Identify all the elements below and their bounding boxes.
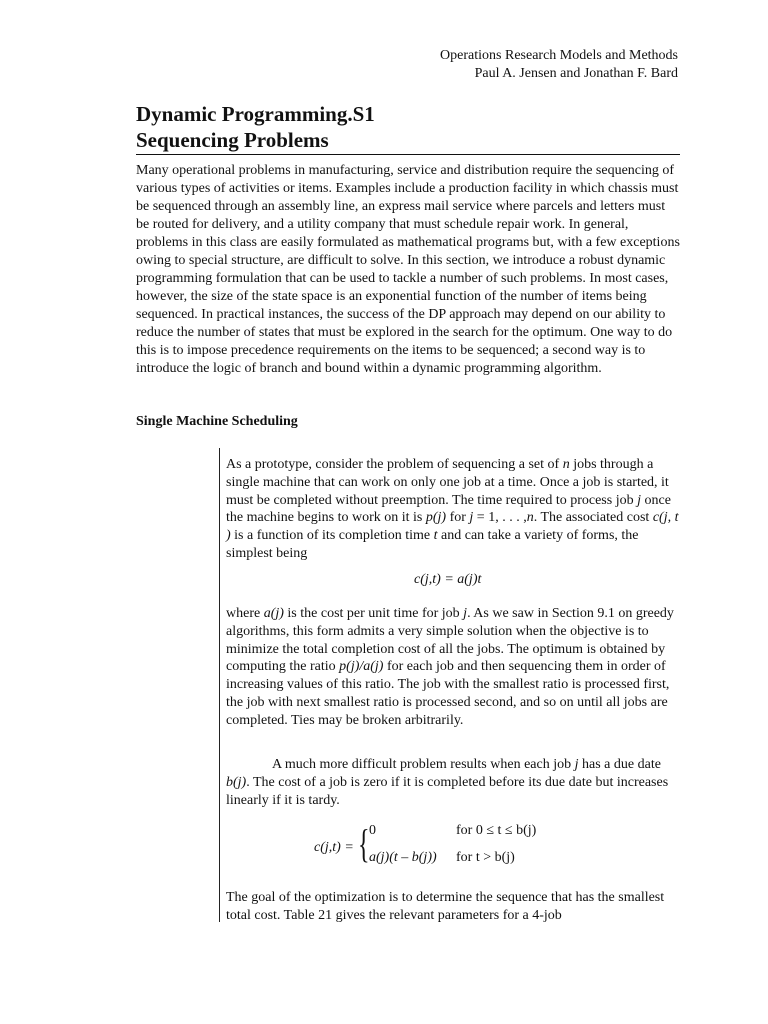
text: for (446, 510, 470, 526)
left-brace-icon: { (358, 821, 370, 866)
section-heading: Single Machine Scheduling (136, 414, 298, 429)
text: As a prototype, consider the problem of sequencing a set of (226, 457, 563, 472)
math-j: j (574, 757, 579, 772)
paragraph-goal: The goal of the optimization is to determine the sequence that has the smallest total cost. Table 21 gives the relevant parameters for a 4-job (226, 890, 665, 923)
math-bj: b(j) (226, 774, 247, 790)
header-authors: Paul A. Jensen and Jonathan F. Bard (474, 66, 678, 81)
title-line-2: Sequencing Problems (136, 128, 329, 152)
math-j: j (463, 606, 468, 621)
case1-condition: for 0 ≤ t ≤ b(j) (456, 823, 537, 838)
math-cjt: c(j, t ) (226, 510, 679, 544)
case1-value: 0 (369, 823, 376, 838)
paragraph-due-date (226, 756, 686, 809)
math-pj: p(j) (425, 510, 447, 526)
text: jobs through a single machine that can work on only one job at a time. Once a job is started, it must be completed without preemption. The time required to process job (226, 457, 669, 508)
paragraph-greedy (226, 605, 686, 730)
text: is a function of its completion time (230, 528, 434, 544)
paragraph-prototype (226, 456, 686, 563)
text: and can take a variety of forms, the simplest being (226, 528, 639, 561)
intro-paragraph: Many operational problems in manufacturing, service and distribution require the sequencing of various types of activities or items. Examples include a production facility in which chassis must be sequenced through an assembly line, an express mail service where parcels and letters must be routed for delivery, and a utility company that must schedule repair work. In general, problems in this class are easily formulated as mathematical programs but, with a few exceptions owing to special structure, are difficult to solve. In this section, we introduce a robust dynamic programming formulation that can be used to tackle a number of such problems. In most cases, however, the size of the state space is an exponential function of the number of items being sequenced. In practical instances, the success of the DP approach may depend on our ability to reduce the number of states that must be explored in the search for the optimum. One way to do this is to impose precedence requirements on the items to be sequenced; a second way is to introduce the logic of branch and bound within a dynamic programming algorithm. (136, 163, 680, 376)
math-j: j (469, 510, 474, 526)
running-header (440, 47, 678, 83)
text: . The cost of a job is zero if it is completed before its due date but increases linearly if it is tardy. (226, 774, 669, 808)
header-book-title: Operations Research Models and Methods (440, 48, 678, 63)
math-aj: a(j) (263, 606, 284, 621)
text: = 1, . . . , (473, 510, 527, 526)
equation-piecewise-cost (0, 823, 768, 873)
text: A much more difficult problem results when each job (272, 757, 575, 772)
text: is the cost per unit time for job (283, 606, 464, 621)
text: where (226, 606, 264, 621)
text: has a due date (578, 757, 661, 772)
math-j: j (637, 492, 641, 508)
math-ratio: p(j)/a(j) (339, 659, 384, 675)
page-title (136, 101, 680, 155)
text: for each job and then sequencing them in order of increasing values of this ratio. The job with the smallest ratio is processed first, the job with next smallest ratio is processed second, and so on until all jobs are completed. Ties may be broken arbitrarily. (226, 659, 670, 728)
math-n: n (562, 457, 570, 472)
equation-text: c(j,t) = a(j)t (414, 572, 482, 587)
text: once the machine begins to work on it is (226, 492, 671, 526)
case2-condition: for t > b(j) (456, 850, 515, 865)
piecewise-lhs: c(j,t) = (314, 840, 354, 855)
case2-value: a(j)(t – b(j)) (369, 850, 437, 865)
math-n: n (526, 510, 534, 526)
math-t: t (433, 528, 438, 544)
title-line-1: Dynamic Programming.S1 (136, 102, 375, 126)
text: . As we saw in Section 9.1 on greedy algorithms, this form admits a very simple solution when the objective is to minimize the total completion cost of all the jobs. The optimum is obtained by computing the ratio (226, 606, 674, 675)
text: . The associated cost (533, 510, 653, 526)
